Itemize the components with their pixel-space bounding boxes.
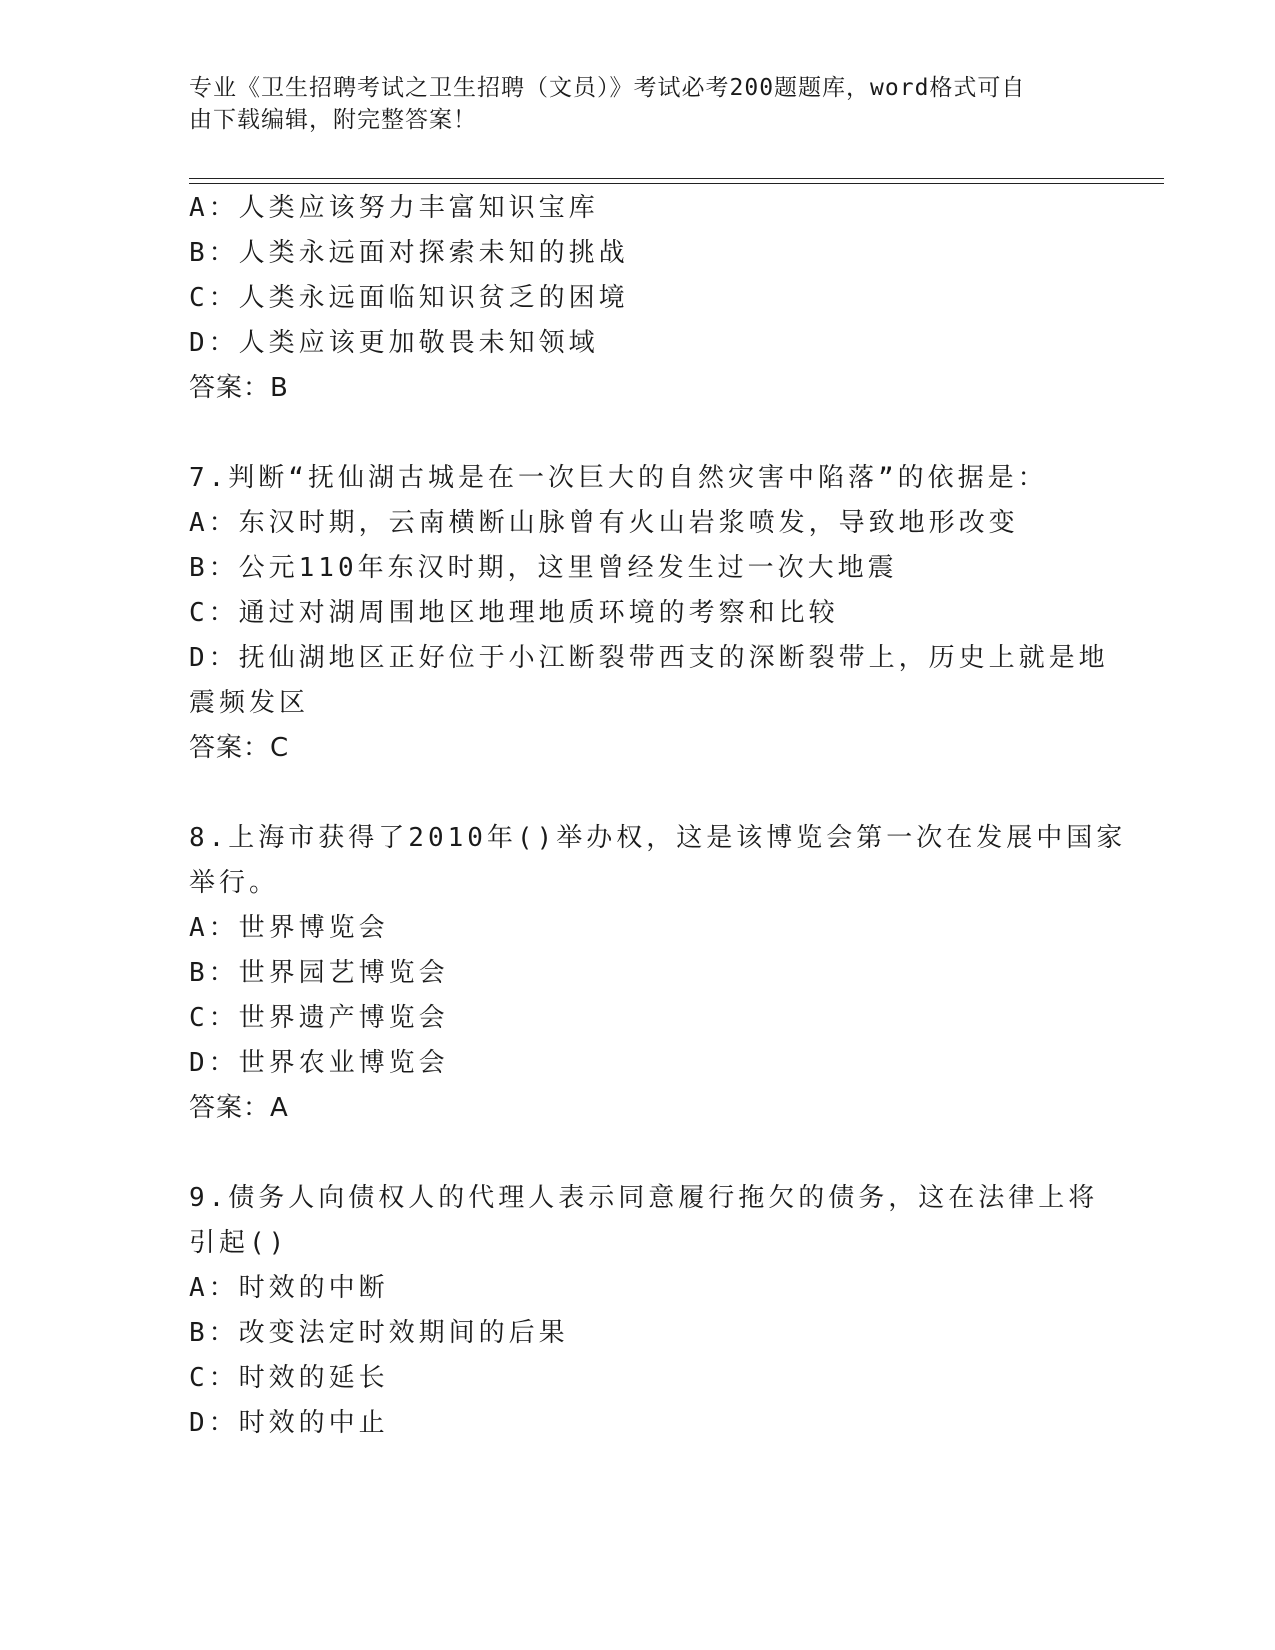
- q7-answer: 答案：C: [189, 733, 290, 763]
- document-header: [189, 72, 1089, 136]
- q6-option-b: B：人类永远面对探索未知的挑战: [189, 238, 629, 268]
- q7-stem: 7.判断“抚仙湖古城是在一次巨大的自然灾害中陷落”的依据是：: [189, 463, 1048, 493]
- q8-answer: 答案：A: [189, 1093, 289, 1123]
- header-line-2: 由下载编辑，附完整答案！: [189, 107, 477, 133]
- q9-stem-line-2: 引起(): [189, 1228, 289, 1258]
- q9-option-d: D：时效的中止: [189, 1408, 389, 1438]
- q6-answer: 答案：B: [189, 373, 289, 403]
- q8-option-a: A：世界博览会: [189, 913, 389, 943]
- q8-option-b: B：世界园艺博览会: [189, 958, 449, 988]
- q7-option-b: B：公元110年东汉时期，这里曾经发生过一次大地震: [189, 553, 898, 583]
- header-rule-bottom: [189, 183, 1164, 184]
- q7-option-d-line-2: 震频发区: [189, 688, 310, 718]
- q8-stem-line-2: 举行。: [189, 868, 280, 898]
- q8-option-c: C：世界遗产博览会: [189, 1003, 449, 1033]
- q6-option-c: C：人类永远面临知识贫乏的困境: [189, 283, 629, 313]
- q9-option-b: B：改变法定时效期间的后果: [189, 1318, 569, 1348]
- q7-option-a: A：东汉时期，云南横断山脉曾有火山岩浆喷发，导致地形改变: [189, 508, 1019, 538]
- q6-option-a: A：人类应该努力丰富知识宝库: [189, 193, 599, 223]
- header-rule-top: [189, 178, 1164, 179]
- q9-option-c: C：时效的延长: [189, 1363, 389, 1393]
- header-line-1: 专业《卫生招聘考试之卫生招聘（文员）》考试必考200题题库，word格式可自: [189, 75, 1026, 101]
- q9-stem-line-1: 9.债务人向债权人的代理人表示同意履行拖欠的债务，这在法律上将: [189, 1183, 1099, 1213]
- q6-option-d: D：人类应该更加敬畏未知领域: [189, 328, 599, 358]
- q7-option-d-line-1: D：抚仙湖地区正好位于小江断裂带西支的深断裂带上，历史上就是地: [189, 643, 1109, 673]
- q9-option-a: A：时效的中断: [189, 1273, 389, 1303]
- q8-stem-line-1: 8.上海市获得了2010年()举办权，这是该博览会第一次在发展中国家: [189, 823, 1127, 853]
- q8-option-d: D：世界农业博览会: [189, 1048, 449, 1078]
- q7-option-c: C：通过对湖周围地区地理地质环境的考察和比较: [189, 598, 839, 628]
